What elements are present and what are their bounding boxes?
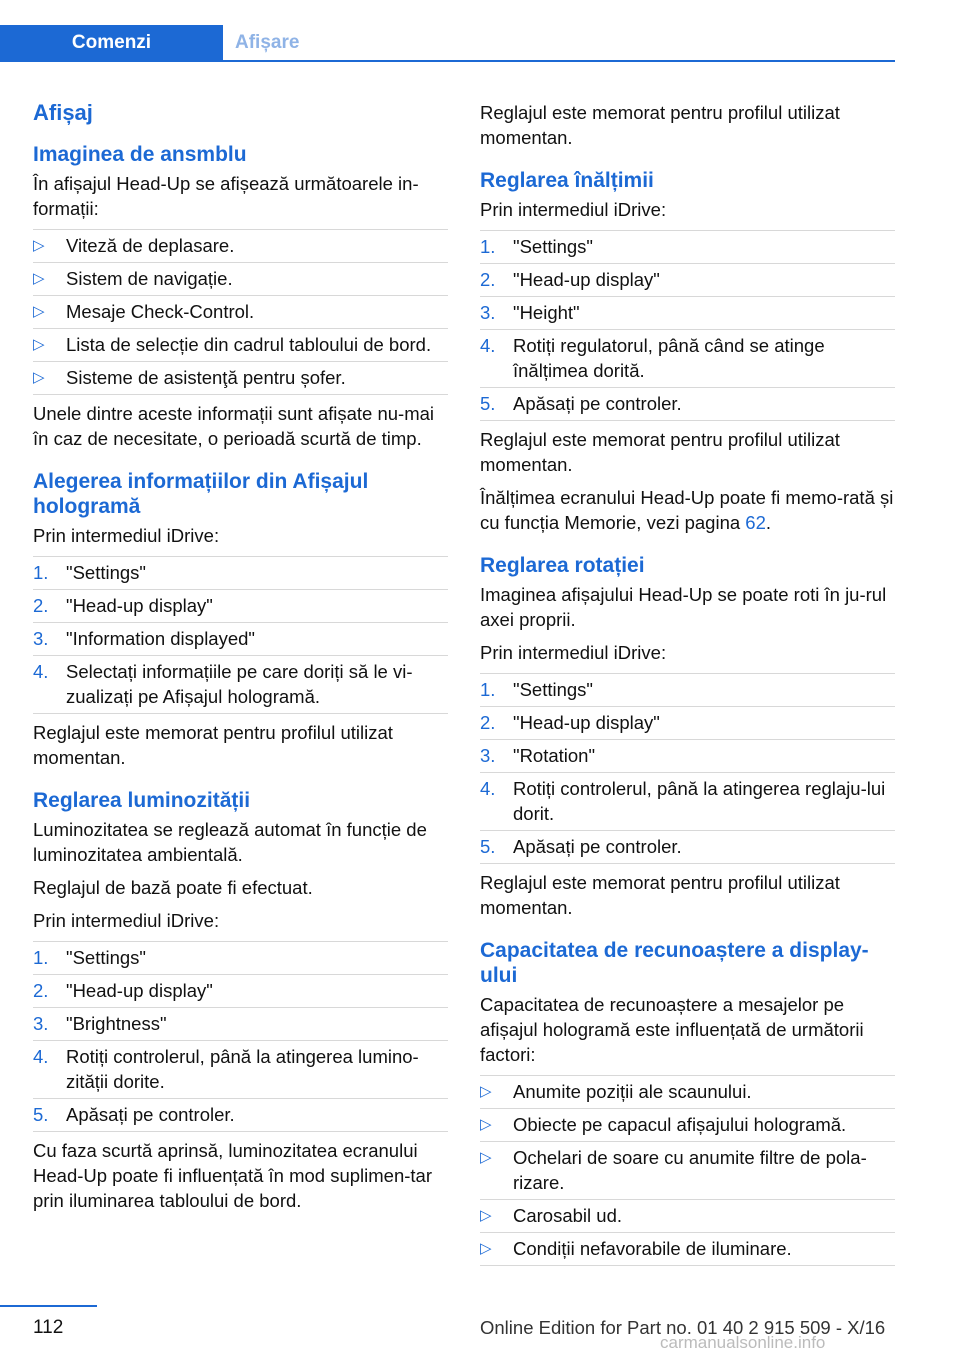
page-number: 112 — [33, 1317, 64, 1338]
brightness-heading: Reglarea luminozității — [33, 789, 251, 812]
list-item: ▷ Condiții nefavorabile de iluminare. — [480, 1233, 895, 1266]
triangle-bullet-icon: ▷ — [480, 1149, 492, 1166]
brightness-note: Cu faza scurtă aprinsă, luminozitatea ecranului Head-Up poate fi influențată în mod suplimen‐tar prin iluminarea tabloului de bord. — [33, 1140, 432, 1211]
page-link[interactable]: 62 — [745, 512, 766, 533]
triangle-bullet-icon: ▷ — [480, 1240, 492, 1257]
step-item: 3. "Information displayed" — [33, 623, 448, 656]
right-column — [480, 100, 895, 1272]
hologram-steps — [33, 556, 448, 714]
list-item: ▷ Carosabil ud. — [480, 1200, 895, 1233]
step-item: 1. "Settings" — [480, 673, 895, 707]
step-item: 3. "Rotation" — [480, 740, 895, 773]
step-item: 4. Selectați informațiile pe care doriți să le vi‐zualizați pe Afișajul hologramă. — [33, 656, 448, 714]
triangle-bullet-icon: ▷ — [480, 1207, 492, 1224]
height-heading: Reglarea înălțimii — [480, 169, 654, 192]
triangle-bullet-icon: ▷ — [33, 336, 45, 353]
triangle-bullet-icon: ▷ — [33, 237, 45, 254]
height-note: Reglajul este memorat pentru profilul utilizat momentan. — [480, 429, 840, 475]
list-item: ▷ Sisteme de asistenţă pentru șofer. — [33, 362, 448, 395]
triangle-bullet-icon: ▷ — [480, 1116, 492, 1133]
brightness-intro: Prin intermediul iDrive: — [33, 910, 220, 931]
height-intro: Prin intermediul iDrive: — [480, 199, 667, 220]
height-steps — [480, 230, 895, 421]
triangle-bullet-icon: ▷ — [33, 270, 45, 287]
step-item: 1. "Settings" — [33, 556, 448, 590]
overview-heading: Imaginea de ansmblu — [33, 143, 247, 166]
tab-underline — [0, 60, 895, 62]
hologram-note: Reglajul este memorat pentru profilul utilizat momentan. — [33, 722, 393, 768]
overview-list — [33, 229, 448, 395]
step-item: 1. "Settings" — [33, 941, 448, 975]
rotation-intro: Prin intermediul iDrive: — [480, 642, 667, 663]
list-item: ▷ Viteză de deplasare. — [33, 229, 448, 263]
step-item: 4. Rotiți regulatorul, până când se atinge înălțimea dorită. — [480, 330, 895, 388]
brightness-p1: Luminozitatea se reglează automat în funcție de luminozitatea ambientală. — [33, 819, 427, 865]
tab-afisare[interactable]: Afișare — [235, 32, 300, 53]
step-item: 5. Apăsați pe controler. — [33, 1099, 448, 1132]
rotation-steps — [480, 673, 895, 864]
step-item: 4. Rotiți controlerul, până la atingerea reglaju‐lui dorit. — [480, 773, 895, 831]
chapter-tabs — [0, 0, 960, 62]
memory-note: Înălțimea ecranului Head-Up poate fi memo‐rată și cu funcția Memorie, vezi pagina 62. — [480, 487, 894, 533]
overview-note: Unele dintre aceste informații sunt afișate nu‐mai în caz de necesitate, o perioadă scurtă de timp. — [33, 403, 435, 449]
overview-intro: În afișajul Head-Up se afișează următoarele in‐formații: — [33, 173, 419, 219]
step-item: 2. "Head-up display" — [480, 264, 895, 297]
rotation-heading: Reglarea rotației — [480, 554, 645, 577]
left-column — [33, 100, 448, 1221]
recognition-intro: Capacitatea de recunoaștere a mesajelor pe afișajul hologramă este influențată de următorii factori: — [480, 994, 864, 1065]
watermark: carmanualsonline.info — [660, 1333, 826, 1352]
step-item: 1. "Settings" — [480, 230, 895, 264]
step-item: 3. "Brightness" — [33, 1008, 448, 1041]
brightness-steps — [33, 941, 448, 1132]
section-title: Afișaj — [33, 100, 93, 125]
step-item: 2. "Head-up display" — [480, 707, 895, 740]
tab-comenzi[interactable]: Comenzi — [0, 25, 223, 61]
list-item: ▷ Sistem de navigație. — [33, 263, 448, 296]
list-item: ▷ Anumite poziții ale scaunului. — [480, 1075, 895, 1109]
triangle-bullet-icon: ▷ — [480, 1083, 492, 1100]
step-item: 2. "Head-up display" — [33, 975, 448, 1008]
top-note: Reglajul este memorat pentru profilul utilizat momentan. — [480, 102, 840, 148]
recognition-heading: Capacitatea de recunoaștere a display-ului — [480, 939, 869, 987]
brightness-p2: Reglajul de bază poate fi efectuat. — [33, 877, 313, 898]
list-item: ▷ Lista de selecție din cadrul tabloului de bord. — [33, 329, 448, 362]
triangle-bullet-icon: ▷ — [33, 369, 45, 386]
step-item: 4. Rotiți controlerul, până la atingerea lumino‐zității dorite. — [33, 1041, 448, 1099]
triangle-bullet-icon: ▷ — [33, 303, 45, 320]
rotation-p1: Imaginea afișajului Head-Up se poate roti în ju‐rul axei proprii. — [480, 584, 887, 630]
step-item: 5. Apăsați pe controler. — [480, 388, 895, 421]
rotation-note: Reglajul este memorat pentru profilul utilizat momentan. — [480, 872, 840, 918]
footer-accent-line — [0, 1305, 97, 1307]
step-item: 5. Apăsați pe controler. — [480, 831, 895, 864]
list-item: ▷ Ochelari de soare cu anumite filtre de pola‐rizare. — [480, 1142, 895, 1200]
step-item: 2. "Head-up display" — [33, 590, 448, 623]
hologram-intro: Prin intermediul iDrive: — [33, 525, 220, 546]
step-item: 3. "Height" — [480, 297, 895, 330]
list-item: ▷ Mesaje Check-Control. — [33, 296, 448, 329]
recognition-list — [480, 1075, 895, 1266]
hologram-heading: Alegerea informațiilor din Afișajul hologramă — [33, 470, 369, 518]
edition-info: Online Edition for Part no. 01 40 2 915 509 - X/16 — [480, 1317, 886, 1338]
list-item: ▷ Obiecte pe capacul afișajului hologramă. — [480, 1109, 895, 1142]
